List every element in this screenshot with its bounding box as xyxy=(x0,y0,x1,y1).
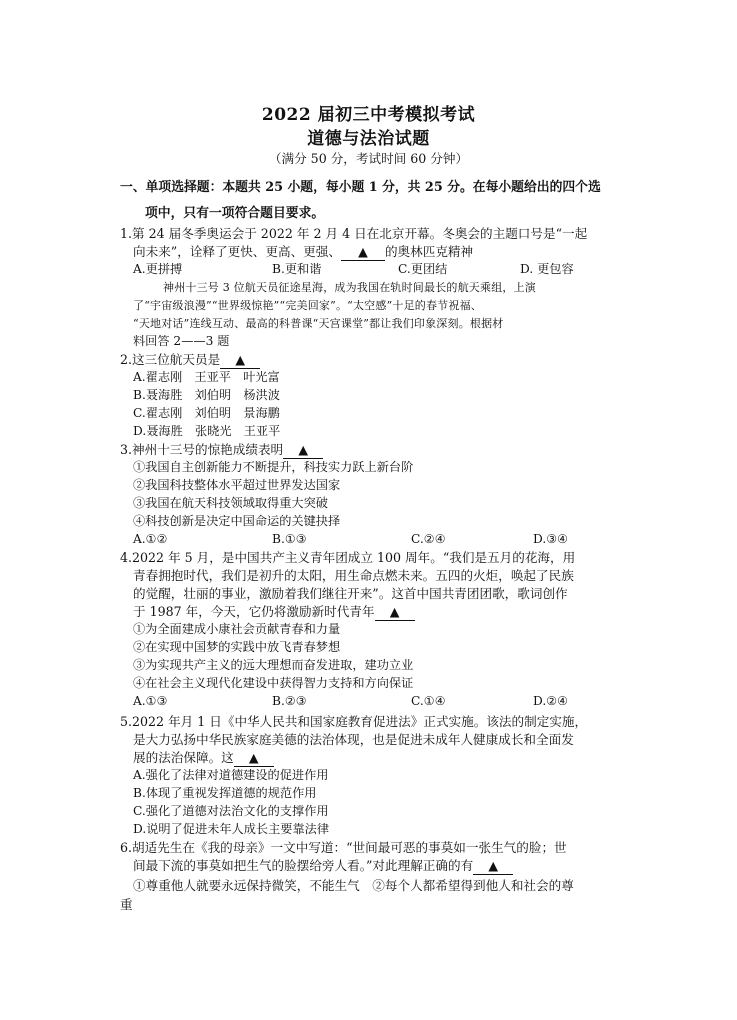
q1-option-d: D. 更包容 xyxy=(520,262,574,276)
q5-option-c: C.强化了道德对法治文化的支撑作用 xyxy=(133,804,329,818)
q5-stem-text: 展的法治保障。这 xyxy=(133,750,234,765)
q6-stem-text: 间最下流的事莫如把生气的脸摆给旁人看。”对此理解正确的有 xyxy=(133,858,474,873)
q4-option-c: C.①④ xyxy=(411,694,446,708)
q2-stem-text: 2.这三位航天员是 xyxy=(120,352,221,367)
q3-stem-text: 3.神州十三号的惊艳成绩表明 xyxy=(120,442,284,457)
answer-blank: ▲ xyxy=(341,243,385,261)
q6-stem-line2 xyxy=(133,857,513,875)
exam-note: （满分 50 分，考试时间 60 分钟） xyxy=(268,151,469,166)
q4-option-b: B.②③ xyxy=(272,694,307,708)
q5-option-a: A.强化了法律对道德建设的促进作用 xyxy=(133,768,329,782)
exam-title: 2022 届初三中考模拟考试 xyxy=(261,105,476,125)
q4-item-4: ④在社会主义现代化建设中获得智力支持和方向保证 xyxy=(133,676,414,690)
section-heading-line2: 项中，只有一项符合题目要求。 xyxy=(145,206,325,221)
q3-item-4: ④科技创新是决定中国命运的关键抉择 xyxy=(133,514,341,528)
q5-option-d: D.说明了促进未年人成长主要靠法律 xyxy=(133,822,330,836)
q3-option-a: A.①② xyxy=(133,532,168,546)
q5-stem-line1: 5.2022 年月 1 日《中华人民共和国家庭教育促进法》正式实施。该法的制定实施， xyxy=(120,714,588,729)
q1-stem-line2 xyxy=(133,243,473,261)
q3-item-2: ②我国科技整体水平超过世界发达国家 xyxy=(133,478,341,492)
q4-item-2: ②在实现中国梦的实践中放飞青春梦想 xyxy=(133,640,341,654)
q3-item-1: ①我国自主创新能力不断提升，科技实力跃上新台阶 xyxy=(133,460,414,474)
q4-option-a: A.①③ xyxy=(133,694,168,708)
q6-stem-line1: 6.胡适先生在《我的母亲》一文中写道：“世间最可恶的事莫如一张生气的脸；世 xyxy=(120,840,567,855)
q4-stem-line4 xyxy=(133,603,415,621)
q4-stem-line3: 的觉醒，壮丽的事业，激励着我们继往开来”。这首中国共青团团歌，歌词创作 xyxy=(133,586,568,601)
answer-blank: ▲ xyxy=(473,857,513,875)
q1-option-c: C.更团结 xyxy=(398,262,448,276)
q2-stem xyxy=(120,351,260,369)
q6-items-line-cont: 重 xyxy=(120,897,133,912)
q1-option-a: A.更拼搏 xyxy=(133,262,183,276)
answer-blank: ▲ xyxy=(375,603,415,621)
q2-option-a: A.翟志刚 王亚平 叶光富 xyxy=(133,370,280,384)
answer-blank: ▲ xyxy=(283,441,323,459)
q2-option-d: D.聂海胜 张晓光 王亚平 xyxy=(133,424,281,438)
q3-option-c: C.②④ xyxy=(411,532,446,546)
q1-stem-end: 的奥林匹克精神 xyxy=(384,244,474,259)
q4-stem-text: 于 1987 年，今天，它仍将激励新时代青年 xyxy=(133,604,375,619)
answer-blank: ▲ xyxy=(234,749,274,767)
material-line1: 神州十三号 3 位航天员征途星海，成为我国在轨时间最长的航天乘组，上演 xyxy=(163,281,536,294)
q4-stem-line1: 4.2022 年 5 月，是中国共产主义青年团成立 100 周年。“我们是五月的花海，用 xyxy=(120,550,576,565)
section-heading-line1: 一、单项选择题：本题共 25 小题，每小题 1 分，共 25 分。在每小题给出的四个选 xyxy=(120,180,601,195)
q5-stem-line3 xyxy=(133,749,274,767)
q1-stem-line1: 1.第 24 届冬季奥运会于 2022 年 2 月 4 日在北京开幕。冬奥会的主题口号是“一起 xyxy=(120,226,588,241)
q3-item-3: ③我国在航天科技领域取得重大突破 xyxy=(133,496,328,510)
q2-option-c: C.翟志刚 刘伯明 景海鹏 xyxy=(133,406,280,420)
q5-option-b: B.体现了重视发挥道德的规范作用 xyxy=(133,786,317,800)
q3-option-b: B.①③ xyxy=(272,532,307,546)
material-line3: “天地对话”连线互动、最高的科普课“天宫课堂”都让我们印象深刻。根据材 xyxy=(133,317,504,330)
q2-option-b: B.聂海胜 刘伯明 杨洪波 xyxy=(133,388,280,402)
material-line4: 料回答 2——3 题 xyxy=(133,334,230,348)
q4-option-d: D.②④ xyxy=(533,694,569,708)
q3-stem xyxy=(120,441,323,459)
material-line2: 了“宇宙级浪漫”“世界级惊艳”“完美回家”。“太空感”十足的春节祝福、 xyxy=(133,299,482,312)
q3-option-d: D.③④ xyxy=(533,532,569,546)
q4-item-1: ①为全面建成小康社会贡献青春和力量 xyxy=(133,622,341,636)
q1-option-b: B.更和谐 xyxy=(272,262,322,276)
q1-stem-text: 向未来”，诠释了更快、更高、更强、 xyxy=(133,244,341,259)
q6-items-line: ①尊重他人就要永远保持微笑，不能生气 ②每个人都希望得到他人和社会的尊 xyxy=(133,878,574,893)
q4-stem-line2: 青春拥抱时代，我们是初升的太阳，用生命点燃未来。五四的火炬，唤起了民族 xyxy=(133,568,574,583)
exam-subject: 道德与法治试题 xyxy=(307,129,430,149)
q4-item-3: ③为实现共产主义的远大理想而奋发进取，建功立业 xyxy=(133,658,414,672)
q5-stem-line2: 是大力弘扬中华民族家庭美德的法治体现，也是促进未成年人健康成长和全面发 xyxy=(133,732,574,747)
answer-blank: ▲ xyxy=(220,351,260,369)
